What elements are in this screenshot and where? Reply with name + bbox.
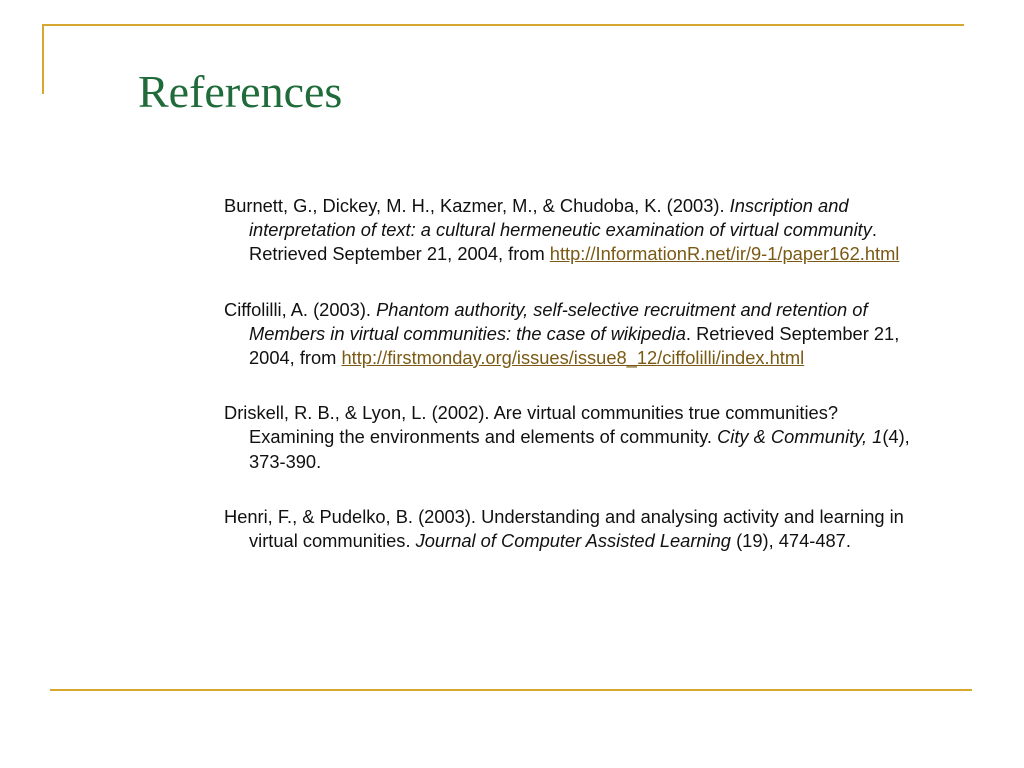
reference-text: Henri, F., & Pudelko, B. (2003). Understanding and analysing activity and learning in virtual communities. [224, 505, 904, 552]
slide-title: References [138, 66, 343, 117]
reference-retrieved: . Retrieved September 21, 2004, from [249, 219, 877, 265]
reference-item-henri [224, 505, 924, 553]
frame-top-border [42, 24, 964, 26]
reference-link[interactable]: http://firstmonday.org/issues/issue8_12/ciffolilli/index.html [341, 347, 805, 369]
reference-item-burnett [224, 194, 924, 267]
references-list [224, 194, 924, 584]
reference-issue: (19), 474-487. [730, 530, 851, 552]
reference-title: Phantom authority, self-selective recruitment and retention of Members in virtual communities: the case of wikipedia [249, 298, 868, 344]
reference-journal: Journal of Computer Assisted Learning [415, 530, 731, 552]
reference-item-ciffolilli [224, 298, 924, 371]
reference-authors: Burnett, G., Dickey, M. H., Kazmer, M., & Chudoba, K. (2003). [224, 195, 730, 216]
reference-authors: Ciffolilli, A. (2003). [224, 298, 377, 320]
reference-issue: (4), 373-390. [249, 426, 910, 472]
reference-text: Driskell, R. B., & Lyon, L. (2002). Are virtual communities true communities? Examining the environments and elements of community. [224, 402, 839, 448]
frame-left-border [42, 24, 44, 94]
reference-journal: City & Community, 1 [717, 426, 883, 448]
reference-retrieved: . Retrieved September 21, 2004, from [249, 322, 900, 369]
reference-link[interactable]: http://InformationR.net/ir/9-1/paper162.html [549, 243, 900, 265]
frame-bottom-border [50, 689, 972, 691]
reference-item-driskell [224, 401, 924, 474]
reference-title: Inscription and interpretation of text: a cultural hermeneutic examination of virtual community [249, 195, 872, 241]
